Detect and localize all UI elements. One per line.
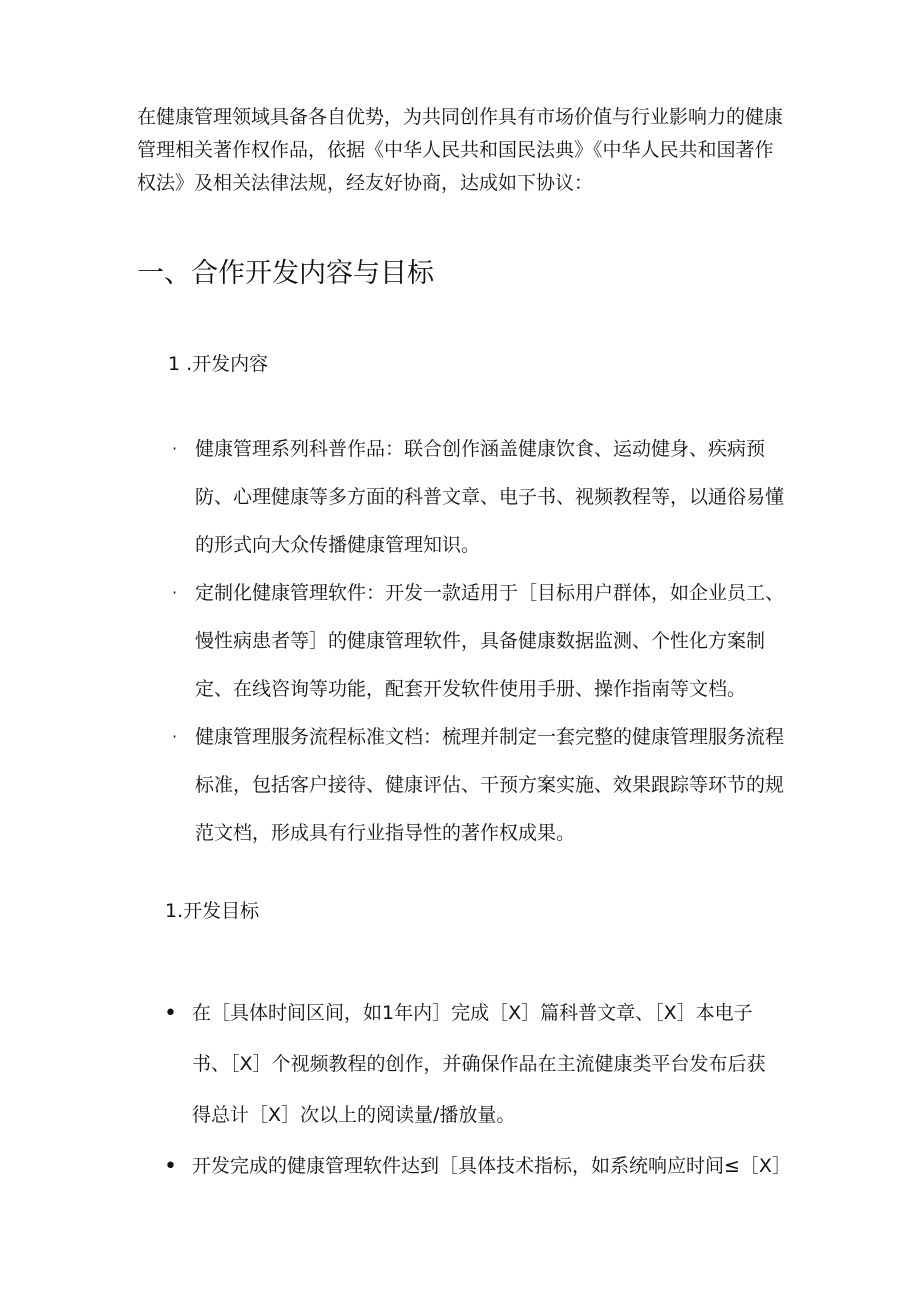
item-line: 标准，包括客户接待、健康评估、干预方案实施、效果跟踪等环节的规: [195, 774, 785, 796]
item-line: 定制化健康管理软件：开发一款适用于［目标用户群体，如企业员工、: [195, 582, 785, 604]
bullet-dot-icon: •: [164, 1154, 177, 1179]
list-item: [162, 1141, 791, 1192]
item-line: 健康管理服务流程标准文档：梳理并制定一套完整的健康管理服务流程: [195, 726, 785, 748]
item-line: 的形式向大众传播健康管理知识。: [195, 534, 481, 556]
list-item: [170, 569, 784, 713]
item-line: 防、心理健康等多方面的科普文章、电子书、视频教程等，以通俗易懂: [195, 486, 785, 508]
section-title: 一、合作开发内容与目标: [137, 258, 434, 289]
item-line: 得总计［X］次以上的阅读量/播放量。: [192, 1104, 516, 1126]
bullet-dot-icon: ·: [172, 583, 178, 602]
bullet-dot-icon: •: [164, 1001, 177, 1026]
bullet-dot-icon: ·: [172, 439, 178, 458]
goal-heading: 1.开发目标: [165, 900, 260, 922]
item-line: 范文档，形成具有行业指导性的著作权成果。: [195, 822, 576, 844]
item-line: 健康管理系列科普作品：联合创作涵盖健康饮食、运动健身、疾病预: [195, 438, 766, 460]
list-item: [162, 988, 791, 1141]
goal-list: [162, 988, 791, 1192]
item-line: 定、在线咨询等功能，配套开发软件使用手册、操作指南等文档。: [195, 678, 747, 700]
item-line: 书、［X］个视频教程的创作，并确保作品在主流健康类平台发布后获: [192, 1053, 766, 1075]
item-line: 开发完成的健康管理软件达到［具体技术指标，如系统响应时间≤［X］: [192, 1155, 791, 1177]
content-heading: 1 .开发内容: [168, 353, 269, 375]
bullet-dot-icon: ·: [172, 727, 178, 746]
intro-line: 权法》及相关法律法规，经友好协商，达成如下协议：: [137, 172, 594, 194]
list-item: [170, 425, 784, 569]
item-line: 慢性病患者等］的健康管理软件，具备健康数据监测、个性化方案制: [195, 630, 766, 652]
intro-line: 在健康管理领域具备各自优势，为共同创作具有市场价值与行业影响力的健康: [137, 106, 784, 128]
content-list: [170, 425, 784, 857]
intro-line: 管理相关著作权作品，依据《中华人民共和国民法典》《中华人民共和国著作: [137, 139, 774, 161]
item-line: 在［具体时间区间，如1年内］完成［X］篇科普文章、［X］本电子: [192, 1002, 753, 1024]
intro-paragraph: [137, 101, 784, 200]
list-item: [170, 713, 784, 857]
